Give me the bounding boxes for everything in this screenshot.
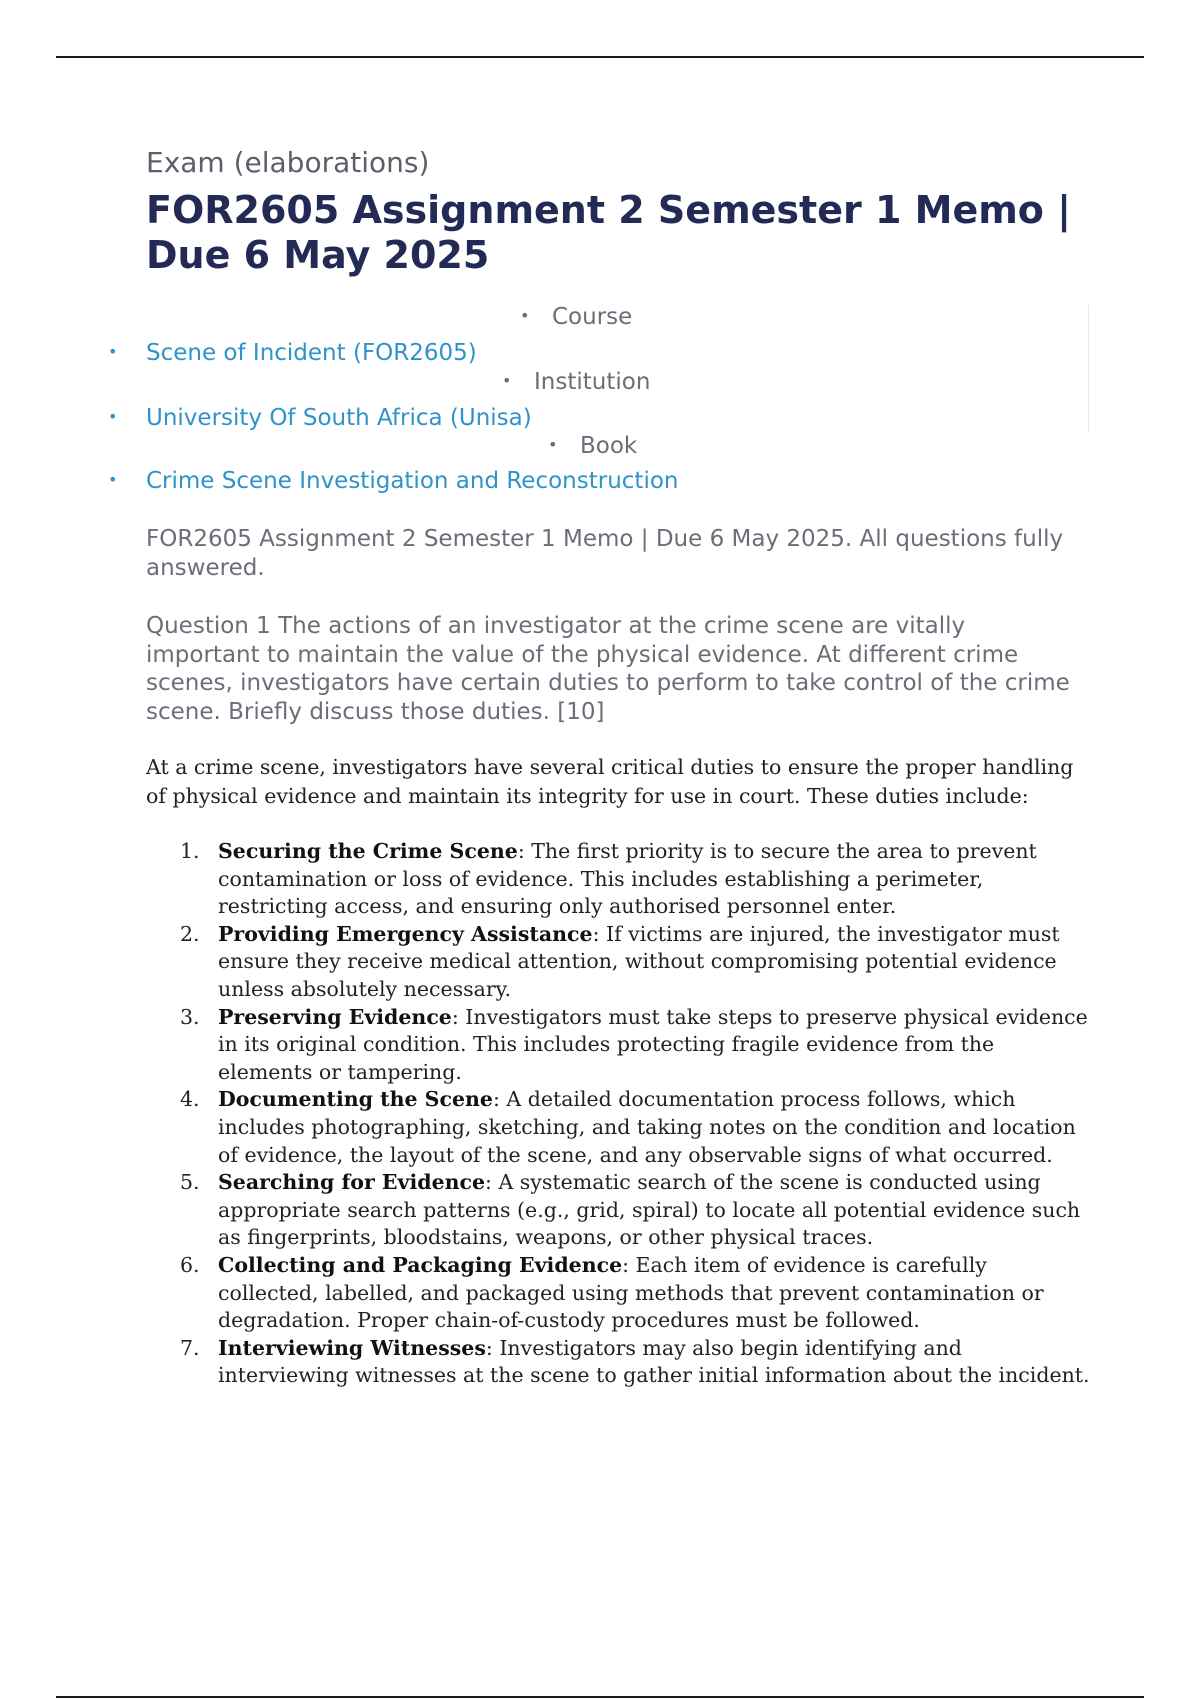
- duty-heading: Preserving Evidence: [218, 1004, 452, 1029]
- list-number: 6.: [180, 1252, 200, 1277]
- course-link-text: Scene of Incident (FOR2605): [146, 340, 477, 366]
- book-link-text: Crime Scene Investigation and Reconstruction: [146, 468, 679, 494]
- duty-heading: Collecting and Packaging Evidence: [218, 1252, 623, 1277]
- institution-label: [502, 368, 650, 397]
- list-number: 7.: [180, 1335, 200, 1360]
- duty-text: : The first priority is to secure the area to prevent contamination or loss of evidence. This includes establishing a perimeter, restricting access, and ensuring only authorised personnel enter.: [218, 839, 1037, 919]
- list-item: [146, 838, 1092, 921]
- duty-text: : Investigators may also begin identifying and interviewing witnesses at the scene to gather initial information about the incident.: [218, 1335, 1090, 1388]
- duty-text: : Investigators must take steps to preserve physical evidence in its original condition. This includes protecting fragile evidence from the elements or tampering.: [218, 1004, 1088, 1084]
- duty-text: : Each item of evidence is carefully collected, labelled, and packaged using methods that prevent contamination or degradation. Proper chain-of-custody procedures must be followed.: [218, 1252, 1044, 1333]
- list-item: [146, 1335, 1092, 1390]
- list-number: 1.: [180, 839, 200, 863]
- meta-divider: [1088, 305, 1089, 433]
- list-number: 3.: [180, 1004, 200, 1029]
- list-item: [146, 1004, 1092, 1087]
- course-link[interactable]: [108, 339, 477, 368]
- list-item: [146, 921, 1092, 1004]
- document-title: FOR2605 Assignment 2 Semester 1 Memo | Due 6 May 2025: [146, 188, 1072, 277]
- bullet-icon: •: [108, 406, 118, 426]
- bullet-icon: •: [520, 305, 530, 325]
- duty-heading: Interviewing Witnesses: [218, 1335, 486, 1360]
- list-item: [146, 1252, 1092, 1335]
- institution-link[interactable]: [108, 404, 532, 433]
- institution-label-text: Institution: [534, 369, 651, 395]
- duty-heading: Securing the Crime Scene: [218, 839, 518, 863]
- duty-text: : A detailed documentation process follows, which includes photographing, sketching, and taking notes on the condition and location of evidence, the layout of the scene, and any observable signs of what occurred.: [218, 1087, 1076, 1167]
- top-rule: [56, 56, 1144, 58]
- institution-link-text: University Of South Africa (Unisa): [146, 405, 532, 431]
- duty-heading: Documenting the Scene: [218, 1087, 493, 1112]
- duty-heading: Searching for Evidence: [218, 1170, 486, 1195]
- book-label: [548, 432, 637, 461]
- duty-text: : If victims are injured, the investigator must ensure they receive medical attention, without compromising potential evidence unless absolutely necessary.: [218, 921, 1060, 1001]
- bottom-rule: [56, 1696, 1144, 1698]
- intro-paragraph: At a crime scene, investigators have several critical duties to ensure the proper handling of physical evidence and maintain its integrity for use in court. These duties include:: [146, 755, 1074, 808]
- bullet-icon: •: [548, 434, 558, 454]
- course-label-text: Course: [552, 304, 633, 330]
- bullet-icon: •: [502, 370, 512, 390]
- duty-heading: Providing Emergency Assistance: [218, 921, 593, 946]
- book-label-text: Book: [580, 433, 638, 459]
- summary-paragraph: FOR2605 Assignment 2 Semester 1 Memo | Due 6 May 2025. All questions fully answered.: [146, 526, 1064, 581]
- question-paragraph: Question 1 The actions of an investigator at the crime scene are vitally important to maintain the value of the physical evidence. At different crime scenes, investigators have certain duties to perform to take control of the crime scene. Briefly discuss those duties. [10]: [146, 613, 1070, 725]
- bullet-icon: •: [108, 341, 118, 361]
- duties-list: [146, 838, 1092, 1390]
- list-number: 2.: [180, 921, 200, 946]
- bullet-icon: •: [108, 469, 118, 489]
- list-item: [146, 1169, 1092, 1252]
- duty-text: : A systematic search of the scene is conducted using appropriate search patterns (e.g., grid, spiral) to locate all potential evidence such as fingerprints, bloodstains, weapons, or other physical traces.: [218, 1170, 1081, 1250]
- course-label: [520, 303, 632, 332]
- list-item: [146, 1086, 1092, 1169]
- list-number: 5.: [180, 1170, 200, 1195]
- book-link[interactable]: [108, 467, 679, 496]
- list-number: 4.: [180, 1087, 200, 1112]
- document-type-label: Exam (elaborations): [146, 146, 430, 179]
